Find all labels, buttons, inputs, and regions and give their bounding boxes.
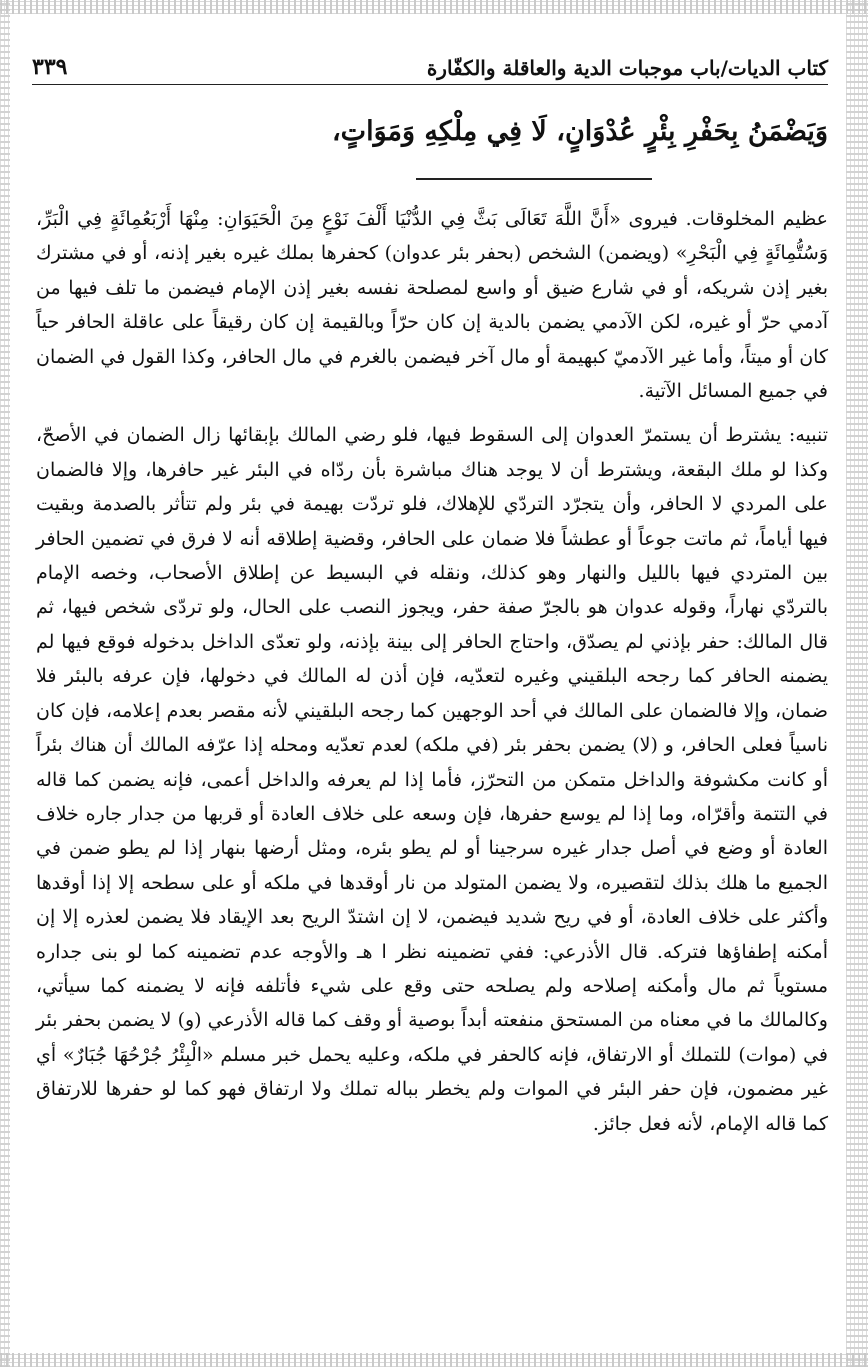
matn-text: وَيَضْمَنُ بِحَفْرِ بِئْرٍ عُدْوَانٍ، لَا فِي مِلْكِهِ وَمَوَاتٍ، <box>331 116 828 147</box>
decorative-border-left <box>0 0 10 1367</box>
decorative-border-bottom <box>0 1353 868 1367</box>
page-header <box>32 40 828 85</box>
page-number: ٣٣٩ <box>32 54 68 80</box>
separator-line <box>416 178 652 180</box>
decorative-border-top <box>0 0 868 14</box>
decorative-border-right <box>846 0 868 1367</box>
running-title: كتاب الديات/باب موجبات الدية والعاقلة والكفّارة <box>426 56 828 80</box>
commentary-paragraph-2: تنبيه: يشترط أن يستمرّ العدوان إلى السقوط فيها، فلو رضي المالك بإبقائها زال الضمان في الأصحّ، وكذا لو ملك البقعة، ويشترط أن لا يوجد هناك مباشرة بأن ردّاه في البئر غير حافرها، وإلا فالضمان على المردي لا الحافر، وأن يتجرّد التردّي للإهلاك، فلو تردّت بهيمة في بئر ولم تتأثر بالصدمة وبقيت فيها أياماً، ثم ماتت جوعاً أو عطشاً فلا ضمان على الحافر، وقضية إطلاقه أنه لا فرق في تضمين الحافر بين المتردي فيها بالليل والنهار وهو كذلك، ونقله في البسيط عن إطلاق الأصحاب، وخصه الإمام بالتردّي نهاراً، وقوله عدوان هو بالجرّ صفة حفر، ويجوز النصب على الحال، ولو تردّى شخص فيها، ثم قال المالك: حفر بإذني لم يصدّق، واحتاج الحافر إلى بينة بإذنه، ولو تعدّى الداخل بدخوله فوقع فيها لم يضمنه الحافر كما رجحه البلقيني وغيره لتعدّيه، فإن أذن له المالك في دخولها، فإن عرفه بالبئر فلا ضمان، وإلا فالضمان على المالك في أحد الوجهين كما رجحه البلقيني لأنه مقصر بعدم إعلامه، فإن كان ناسياً فعلى الحافر، و (لا) يضمن بحفر بئر (في ملكه) لعدم تعدّيه ومحله إذا عرّفه المالك أن هناك بئراً أو كانت مكشوفة والداخل متمكن من التحرّز، فأما إذا لم يعرفه والداخل أعمى، فإنه يضمن كما قاله في التتمة وأقرّاه، وما إذا لم يوسع حفرها، فإن وسعه على خلاف العادة أو قربها من جدار جاره خلاف العادة أو وضع في أصل جدار غيره سرجينا أو لم يطو بئره، ومثل أرضها بنهار إذا لم يطو ضمن في الجميع ما هلك بذلك لتقصيره، ولا يضمن المتولد من نار أوقدها في ملكه أو على سطحه إلا إذا أوقدها وأكثر على خلاف العادة، أو في ريح شديد فيضمن، لا إن اشتدّ الريح بعد الإيقاد فلا يضمن لعذره إلا إن أمكنه إطفاؤها فتركه. قال الأذرعي: ففي تضمينه نظر ا هـ والأوجه عدم تضمينه كما لو بنى جداره مستوياً ثم مال وأمكنه إصلاحه ولم يصلحه حتى وقع على شيء فأتلفه فإنه لا يضمنه كما سيأتي، وكالمالك ما في معناه من المستحق منفعته أبداً بوصية أو وقف كما قاله الأذرعي (و) لا يضمن بحفر بئر في (موات) للتملك أو الارتفاق، فإنه كالحفر في ملكه، وعليه يحمل خبر مسلم «الْبِئْرُ جُرْحُهَا جُبَارٌ» أي غير مضمون، فإن حفر البئر في الموات ولم يخطر بباله تملك ولا ارتفاق فهو كما لو حفرها للارتفاق كما قاله الإمام، لأنه فعل جائز. <box>36 424 828 1135</box>
commentary-paragraph-1: عظيم المخلوقات. فيروى «أَنَّ اللَّهَ تَعَالَى بَثَّ فِي الدُّنْيَا أَلْفَ نَوْعٍ مِنَ الْحَيَوَانِ: مِنْهَا أَرْبَعُمِائَةٍ فِي الْبَرِّ، وَسُتُّمِائَةٍ فِي الْبَحْرِ» (ويضمن) الشخص (بحفر بئر عدوان) كحفرها بملك غيره بغير إذنه، أو في مشترك بغير إذن شريكه، أو في شارع ضيق أو واسع لمصلحة نفسه بغير إذن الإمام فيضمن ما تلف فيها من آدمي حرّ أو غيره، لكن الآدمي يضمن بالدية إن كان حرّاً وبالقيمة إن كان رقيقاً على عاقلة الحافر حياً كان أو ميتاً، وأما غير الآدميّ كبهيمة أو مال آخر فيضمن بالغرم في مال الحافر، وكذا القول في الضمان في جميع المسائل الآتية. <box>36 208 828 403</box>
commentary-body <box>36 202 828 1141</box>
